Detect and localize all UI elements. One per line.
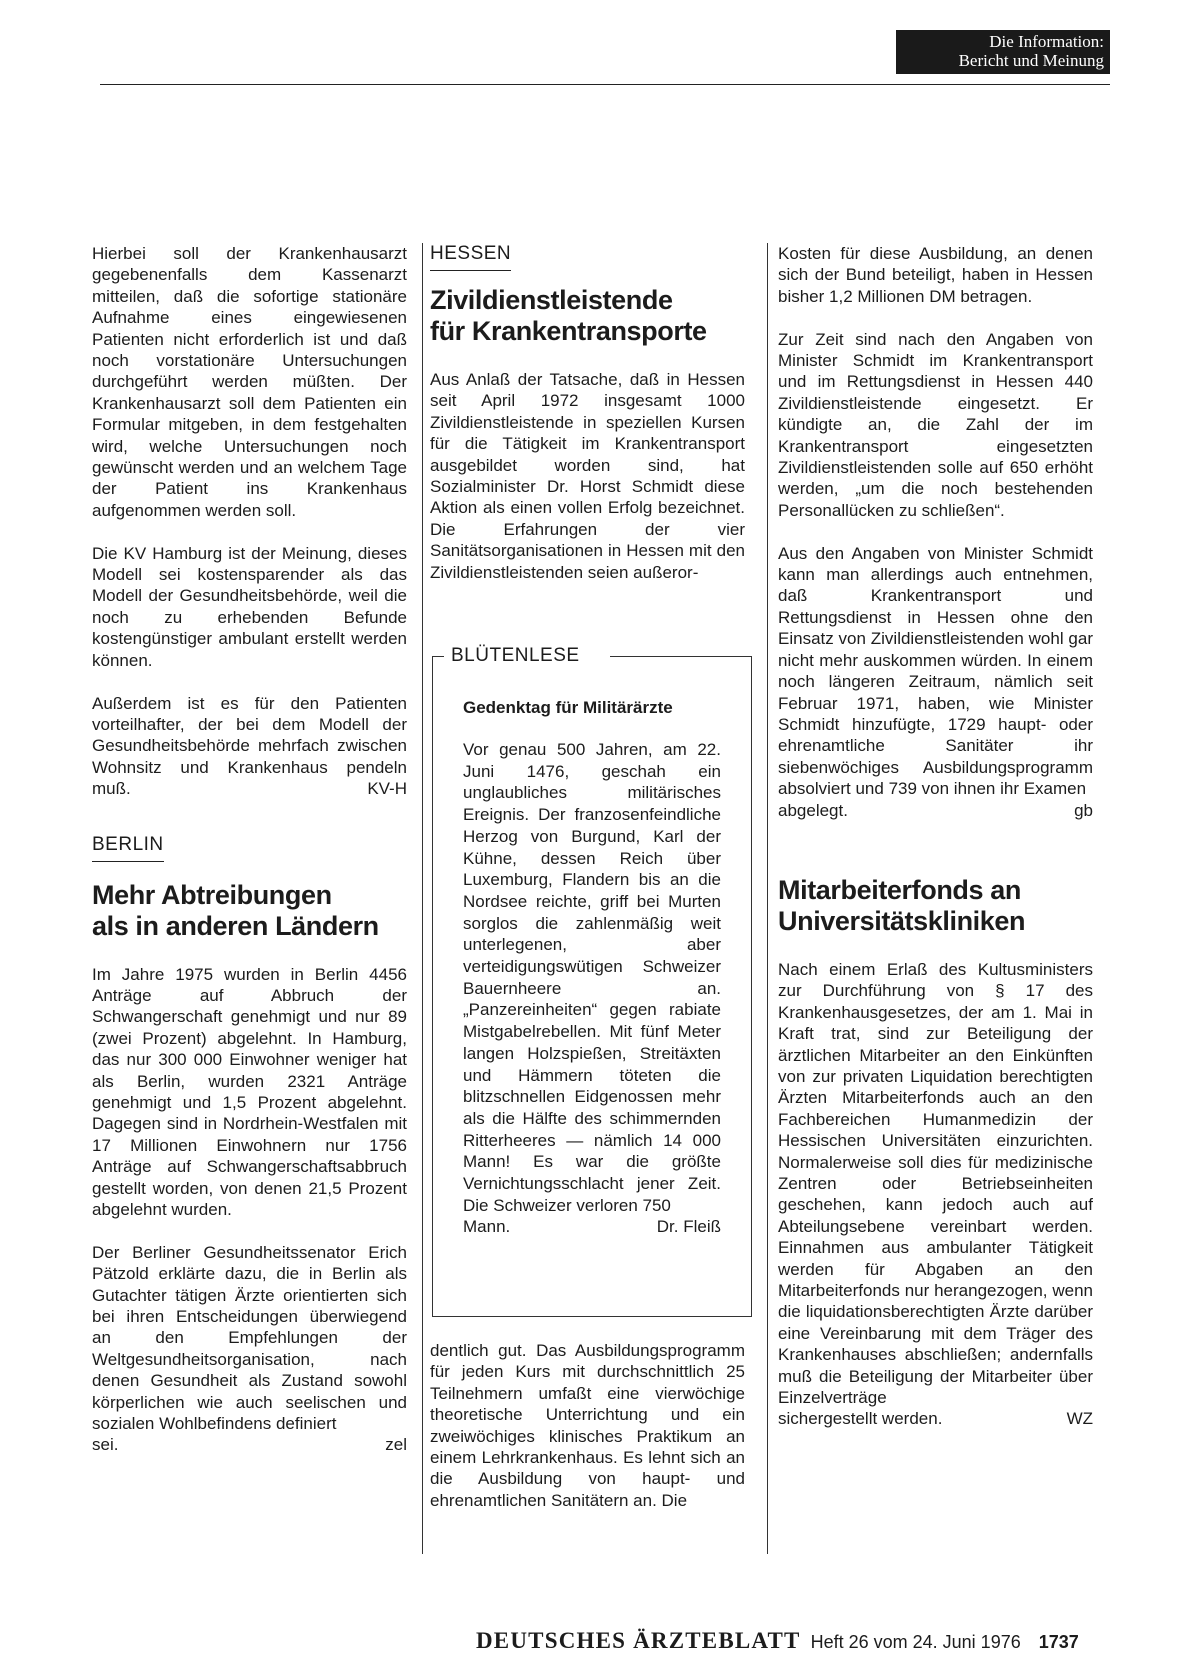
- column-divider-1: [422, 243, 423, 1554]
- author-signature: WZ: [1066, 1409, 1093, 1429]
- paragraph-end: abgelegt.: [778, 800, 848, 820]
- page-footer: [476, 1628, 1111, 1654]
- headline-line: Mehr Abtreibungen: [92, 879, 332, 910]
- headline-line: als in anderen Ländern: [92, 910, 379, 941]
- article-kicker: [92, 834, 407, 862]
- body-paragraph: Die KV Hamburg ist der Meinung, dieses Modell sei kostensparender als das Modell der Gesundheitsbehörde, weil die noch zu erhebenden Befunde kostengünstiger ambulant erstellt werden können.: [92, 543, 407, 670]
- header-rule: [100, 84, 1110, 85]
- body-paragraph: Aus Anlaß der Tatsache, daß in Hessen seit April 1972 insgesamt 1000 Zivildienstleistende in speziellen Kursen für die Tätigkeit im Krankentransport ausgebildet worden sind, hat Sozialminister Dr. Horst Schmidt diese Aktion als einen vollen Erfolg bezeichnet. Die Erfahrungen der vier Sanitätsorganisationen in Hessen mit den Zivildienstleistenden seien außeror-: [430, 370, 745, 582]
- section-label-line1: Die Information:: [989, 32, 1104, 51]
- body-paragraph: Kosten für diese Ausbildung, an denen sich der Bund beteiligt, haben in Hessen bisher 1,2 Millionen DM betragen.: [778, 244, 1093, 306]
- box-title: BLÜTENLESE: [451, 645, 580, 666]
- box-body: [463, 739, 721, 1238]
- article-headline: [778, 875, 1093, 937]
- author-signature: Dr. Fleiß: [656, 1217, 721, 1237]
- paragraph-end: Mann.: [463, 1217, 511, 1237]
- column-1: [92, 243, 407, 1456]
- article-headline: [92, 880, 407, 942]
- headline-line: Universitätskliniken: [778, 905, 1026, 936]
- author-signature: KV-H: [367, 779, 407, 799]
- author-signature: zel: [385, 1435, 407, 1455]
- paragraph-end: sichergestellt werden.: [778, 1409, 943, 1429]
- body-paragraph: Im Jahre 1975 wurden in Berlin 4456 Anträge auf Abbruch der Schwangerschaft genehmigt und nur 89 (zwei Prozent) abgelehnt. In Hamburg, das nur 300 000 Einwohner weniger hat als Berlin, wurden 2321 Anträge genehmigt und 1,5 Prozent abgelehnt. Dagegen sind in Nordrhein-Westfalen mit 17 Millionen Einwohnern nur 1756 Anträge auf Schwangerschaftsabbruch gestellt worden, von denen 21,5 Prozent abgelehnt wurden.: [92, 964, 407, 1220]
- body-paragraph: Hierbei soll der Krankenhausarzt gegebenenfalls dem Kassenarzt mitteilen, daß die sofortige stationäre Aufnahme eines eingewiesenen Patienten nicht erforderlich ist und daß noch vorstationäre Untersuchungen durchgeführt werden müßten. Der Krankenhausarzt soll dem Patienten ein Formular mitgeben, in dem festgehalten wird, welche Untersuchungen noch gewünscht werden und an welchem Tage der Patient ins Krankenhaus aufgenommen werden soll.: [92, 244, 407, 520]
- article-kicker: [430, 243, 745, 271]
- headline-line: für Krankentransporte: [430, 316, 707, 346]
- body-paragraph: dentlich gut. Das Ausbildungsprogramm für jeden Kurs mit durchschnittlich 25 Teilnehmern umfaßt eine vierwöchige theoretische Unterrichtung und ein zweiwöchiges klinisches Praktikum an einem Lehrkrankenhaus. Es lehnt sich an die Ausbildung von haupt- und ehrenamtlichen Sanitätern an. Die: [430, 1341, 745, 1510]
- signature-row: [92, 778, 407, 799]
- signature-row: [778, 800, 1093, 821]
- author-signature: gb: [1074, 800, 1093, 820]
- column-divider-2: [767, 243, 768, 1554]
- body-paragraph: Nach einem Erlaß des Kultusministers zur Durchführung von § 17 des Krankenhausgesetzes, der am 1. Mai in Kraft trat, sind zur Beteiligung der ärztlichen Mitarbeiter an den Einkünften von zur privaten Liquidation berechtigten Ärzten Mitarbeiterfonds auch an den Fachbereichen Humanmedizin der Hessischen Universitäten einzurichten. Normalerweise soll dies für medizinische Zentren oder Betriebseinheiten geschehen, kann jedoch auch auf Abteilungsebene vereinbart werden. Einnahmen aus ambulanter Tätigkeit werden für Abgaben an den Mitarbeiterfonds nur herangezogen, wenn die liquidationsberechtigten Ärzte darüber eine Vereinbarung mit dem Träger des Krankenhauses abschließen; andernfalls muß die Beteiligung der Mitarbeiter über Einzelverträge: [778, 959, 1093, 1408]
- page-number: 1737: [1038, 1632, 1079, 1652]
- body-paragraph: Aus den Angaben von Minister Schmidt kann man allerdings auch entnehmen, daß Krankentransport und Rettungsdienst in Hessen ohne den Einsatz von Zivildienstleistenden wohl gar nicht mehr auskommen würden. In einem noch längeren Zeitraum, nämlich seit Februar 1971, haben, wie Minister Schmidt hinzufügte, 1729 haupt- oder ehrenamtliche Sanitäter ihr siebenwöchiges Ausbildungsprogramm absolviert und 739 von ihnen ihr Examen: [778, 543, 1093, 799]
- section-label-line2: Bericht und Meinung: [958, 51, 1104, 70]
- kicker-hessen: HESSEN: [430, 243, 511, 271]
- column-2-bottom: [430, 1340, 745, 1511]
- box-border-top: [610, 656, 752, 657]
- body-paragraph: Der Berliner Gesundheitssenator Erich Pätzold erklärte dazu, die in Berlin als Gutachter tätigen Ärzte orientierten sich bei ihren Entscheidungen überwiegend an den Empfehlungen der Weltgesundheitsorganisation, nach denen Gesundheit als Zustand sowohl körperlichen wie auch seelischen und sozialen Wohlbefindens definiert: [92, 1242, 407, 1434]
- blutenlese-box: [432, 645, 752, 1317]
- paragraph-end: sei.: [92, 1435, 119, 1455]
- column-2-top: [430, 243, 745, 603]
- issue-info: Heft 26 vom 24. Juni 1976: [810, 1632, 1021, 1652]
- body-paragraph: Zur Zeit sind nach den Angaben von Minister Schmidt im Krankentransport und im Rettungsdienst in Hessen 440 Zivildienstleistende eingesetzt. Er kündigte an, die Zahl der im Krankentransport eingesetzten Zivildienstleistenden solle auf 650 erhöht werden, „um die noch bestehenden Personallücken zu schließen“.: [778, 329, 1093, 520]
- article-headline: [430, 285, 745, 347]
- column-3: [778, 243, 1093, 1430]
- box-border-top: [432, 656, 444, 657]
- headline-line: Zivildienstleistende: [430, 285, 673, 315]
- journal-name: DEUTSCHES ÄRZTEBLATT: [476, 1628, 801, 1653]
- section-label: [896, 30, 1110, 74]
- signature-row: [92, 1434, 407, 1455]
- headline-line: Mitarbeiterfonds an: [778, 874, 1021, 905]
- signature-row: [463, 1216, 721, 1238]
- signature-row: [778, 1408, 1093, 1429]
- closing-text: Außerdem ist es für den Patienten vorteilhafter, der bei dem Modell der Gesundheitsbehörde mehrfach zwischen Wohnsitz und Krankenhaus pendeln muß.: [92, 693, 407, 799]
- kicker-berlin: BERLIN: [92, 834, 164, 862]
- box-headline: Gedenktag für Militärärzte: [463, 698, 673, 717]
- box-text: Vor genau 500 Jahren, am 22. Juni 1476, geschah ein unglaubliches militärisches Ereignis. Der franzosenfeindliche Herzog von Burgund, Karl der Kühne, dessen Reich über Luxemburg, Flandern bis an die Nordsee reichte, griff bei Murten sorglos die zahlenmäßig weit unterlegenen, aber verteidigungswütigen Schweizer Bauernheere an. „Panzereinheiten“ gegen rabiate Mistgabelrebellen. Mit fünf Meter langen Holzspießen, Streitäxten und Hämmern töteten die blitzschnellen Eidgenossen mehr als die Hälfte des schimmernden Ritterheeres — nämlich 14 000 Mann! Es war die größte Vernichtungsschlacht jener Zeit. Die Schweizer verloren 750: [463, 740, 721, 1215]
